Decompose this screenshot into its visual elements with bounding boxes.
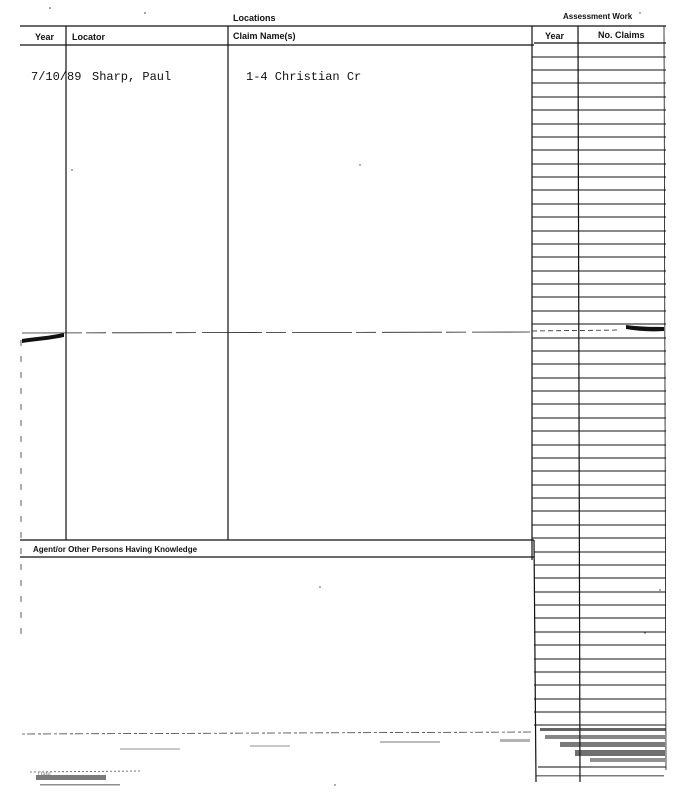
assessment-work-title: Assessment Work: [563, 12, 633, 21]
no-claims-column-header: No. Claims: [598, 30, 645, 40]
entry-locator: Sharp, Paul: [92, 70, 172, 84]
locator-column-header: Locator: [72, 32, 106, 42]
assessment-year-column-header: Year: [545, 31, 565, 41]
locations-title: Locations: [233, 13, 276, 23]
agent-section-label: Agent/or Other Persons Having Knowledge: [33, 545, 198, 554]
footer-faded-text: Date ...: [38, 772, 58, 778]
claim-names-column-header: Claim Name(s): [233, 31, 296, 41]
entry-year: 7/10/89: [31, 70, 82, 84]
year-column-header: Year: [35, 32, 55, 42]
entry-claim-name: 1-4 Christian Cr: [246, 70, 362, 84]
